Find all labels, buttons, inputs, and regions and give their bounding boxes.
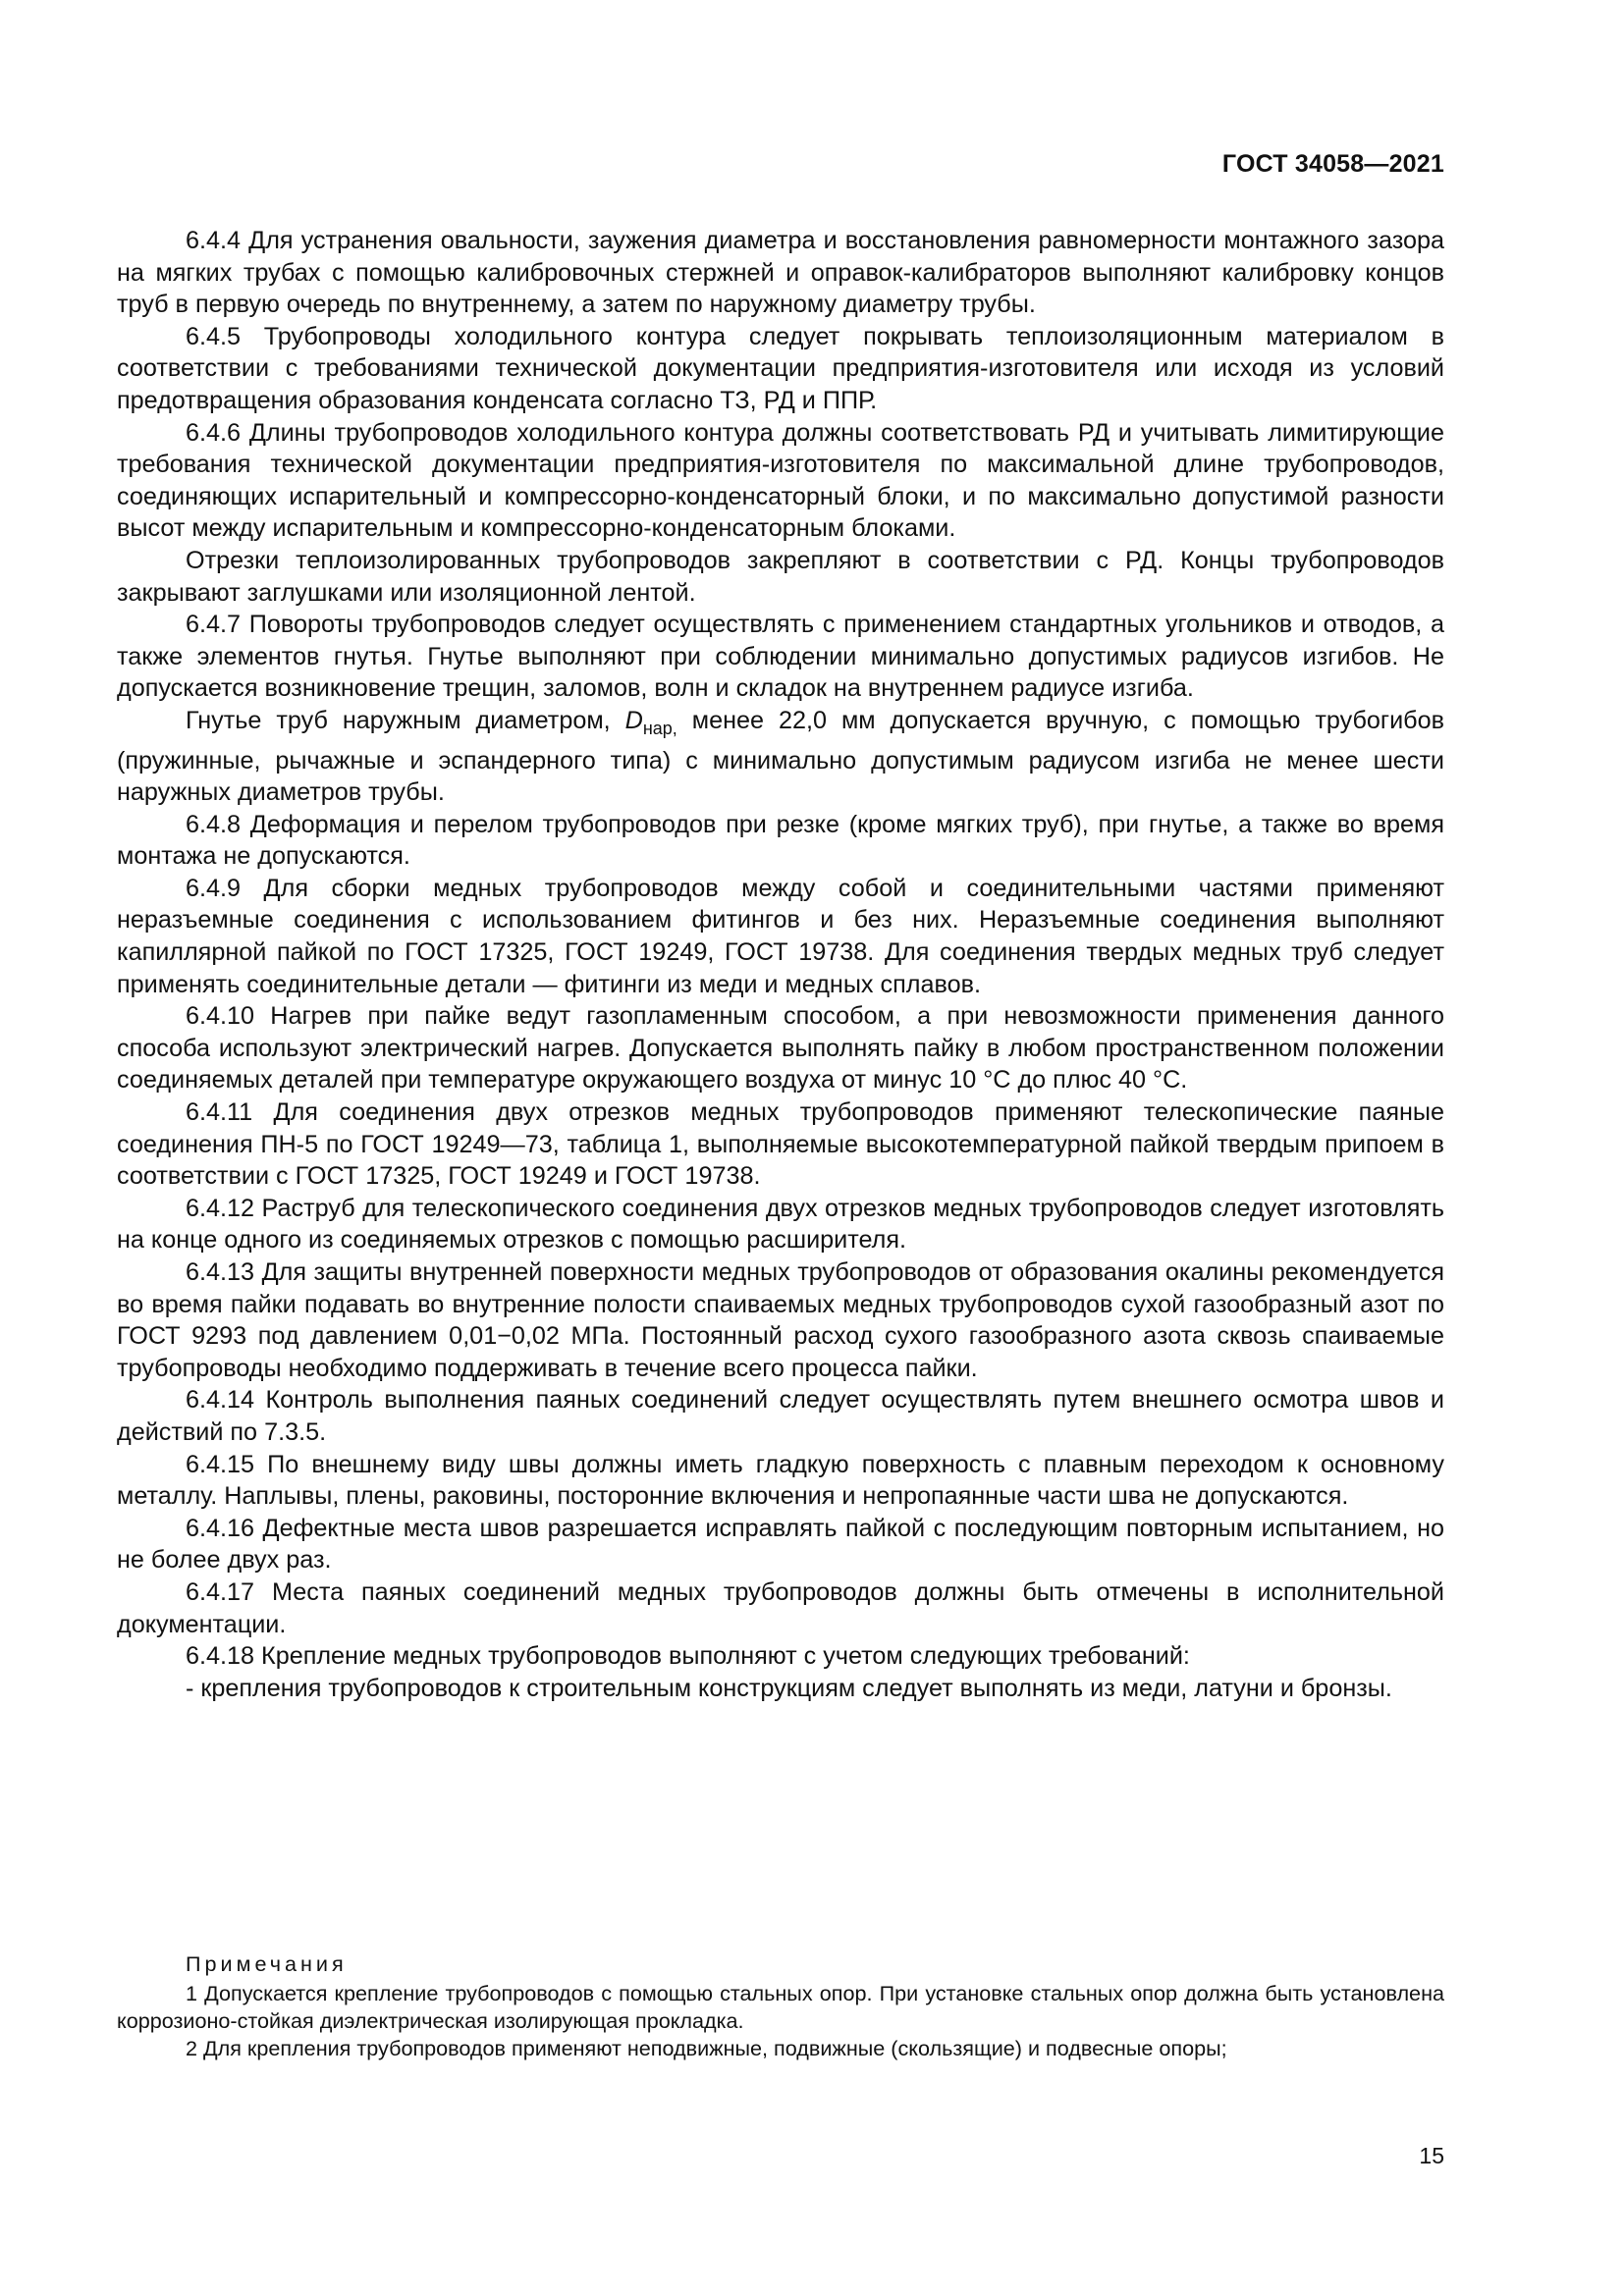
paragraph-6-4-7: 6.4.7 Повороты трубопроводов следует осуществлять с применением стандартных угольников и отводов, а также элементов гнутья. Гнутье выполняют при соблюдении минимально допустимых радиусов изгибов. Не допускается возникновение трещин, заломов, волн и складок на внутреннем радиусе изгиба. bbox=[117, 611, 1444, 703]
paragraph-6-4-6: 6.4.6 Длины трубопроводов холодильного контура должны соответствовать РД и учитывать лимитирующие требования технической документации предприятия-изготовителя по максимальной длине трубопроводов, соединяющих испарительный и компрессорно-конденсаторный блоки, и по максимально допустимой разности высот между испарительным и компрессорно-конденсаторным блоками. bbox=[117, 418, 1444, 543]
document-header: ГОСТ 34058—2021 bbox=[1221, 150, 1444, 178]
paragraph-6-4-17: 6.4.17 Места паяных соединений медных трубопроводов должны быть отмечены в исполнительной документации. bbox=[117, 1577, 1444, 1638]
note-item: 1 Допускается крепление трубопроводов с помощью стальных опор. При установке стальных опор должна быть установлена коррозионо-стойкая диэлектрическая изолирующая прокладка. bbox=[117, 1981, 1444, 2033]
note-item: 2 Для крепления трубопроводов применяют неподвижные, подвижные (скользящие) и подвесные опоры; bbox=[186, 2036, 1227, 2060]
bending-text-after: менее 22,0 мм допускается вручную, с помощью трубогибов (пружинные, рычажные и эспандерного типа) с минимально допустимым радиусом изгиба не менее шести наружных диаметров трубы. bbox=[117, 706, 1444, 807]
paragraph-6-4-18: 6.4.18 Крепление медных трубопроводов выполняют с учетом следующих требований: bbox=[186, 1642, 1190, 1671]
notes-section bbox=[117, 1950, 1444, 2062]
paragraph-6-4-11: 6.4.11 Для соединения двух отрезков медных трубопроводов применяют телескопические паяные соединения ПН-5 по ГОСТ 19249—73, таблица 1, выполняемые высокотемпературной пайкой твердым припоем в соответствии с ГОСТ 17325, ГОСТ 19249 и ГОСТ 19738. bbox=[117, 1098, 1444, 1191]
paragraph-insulated-segments: Отрезки теплоизолированных трубопроводов закрепляют в соответствии с РД. Концы трубопроводов закрывают заглушками или изоляционной лентой. bbox=[117, 546, 1444, 607]
document-body bbox=[117, 225, 1444, 1704]
diameter-symbol: D bbox=[624, 706, 643, 734]
paragraph-bending bbox=[117, 705, 1444, 809]
paragraph-6-4-15: 6.4.15 По внешнему виду швы должны иметь гладкую поверхность с плавным переходом к основному металлу. Наплывы, плены, раковины, посторонние включения и непропаянные части шва не допускаются. bbox=[117, 1450, 1444, 1511]
diameter-subscript: нар, bbox=[642, 718, 677, 738]
bending-text-before: Гнутье труб наружным диаметром, bbox=[186, 706, 625, 734]
paragraph-6-4-8: 6.4.8 Деформация и перелом трубопроводов при резке (кроме мягких труб), при гнутье, а также во время монтажа не допускаются. bbox=[117, 810, 1444, 871]
paragraph-6-4-14: 6.4.14 Контроль выполнения паяных соединений следует осуществлять путем внешнего осмотра швов и действий по 7.3.5. bbox=[117, 1386, 1444, 1446]
paragraph-6-4-9: 6.4.9 Для сборки медных трубопроводов между собой и соединительными частями применяют неразъемные соединения с использованием фитингов и без них. Неразъемные соединения выполняют капиллярной пайкой по ГОСТ 17325, ГОСТ 19249, ГОСТ 19738. Для соединения твердых медных труб следует применять соединительные детали — фитинги из меди и медных сплавов. bbox=[117, 874, 1444, 998]
paragraph-6-4-5: 6.4.5 Трубопроводы холодильного контура следует покрывать теплоизоляционным материалом в соответствии с требованиями технической документации предприятия-изготовителя или исходя из условий предотвращения образования конденсата согласно ТЗ, РД и ППР. bbox=[117, 322, 1444, 414]
paragraph-6-4-10: 6.4.10 Нагрев при пайке ведут газопламенным способом, а при невозможности применения данного способа используют электрический нагрев. Допускается выполнять пайку в любом пространственном положении соединяемых деталей при температуре окружающего воздуха от минус 10 °С до плюс 40 °С. bbox=[117, 1002, 1444, 1095]
paragraph-6-4-12: 6.4.12 Раструб для телескопического соединения двух отрезков медных трубопроводов следует изготовлять на конце одного из соединяемых отрезков с помощью расширителя. bbox=[117, 1194, 1444, 1255]
page-number: 15 bbox=[1419, 2143, 1444, 2168]
notes-title: Примечания bbox=[186, 1951, 348, 1976]
list-item-fastening: - крепления трубопроводов к строительным конструкциям следует выполнять из меди, латуни и бронзы. bbox=[186, 1674, 1392, 1702]
paragraph-6-4-13: 6.4.13 Для защиты внутренней поверхности медных трубопроводов от образования окалины рекомендуется во время пайки подавать во внутренние полости спаиваемых медных трубопроводов сухой газообразный азот по ГОСТ 9293 под давлением 0,01−0,02 МПа. Постоянный расход сухого газообразного азота сквозь спаиваемые трубопроводы необходимо поддерживать в течение всего процесса пайки. bbox=[117, 1258, 1444, 1382]
paragraph-6-4-4: 6.4.4 Для устранения овальности, заужения диаметра и восстановления равномерности монтажного зазора на мягких трубах с помощью калибровочных стержней и оправок-калибраторов выполняют калибровку концов труб в первую очередь по внутреннему, а затем по наружному диаметру трубы. bbox=[117, 227, 1444, 319]
paragraph-6-4-16: 6.4.16 Дефектные места швов разрешается исправлять пайкой с последующим повторным испытанием, но не более двух раз. bbox=[117, 1514, 1444, 1575]
